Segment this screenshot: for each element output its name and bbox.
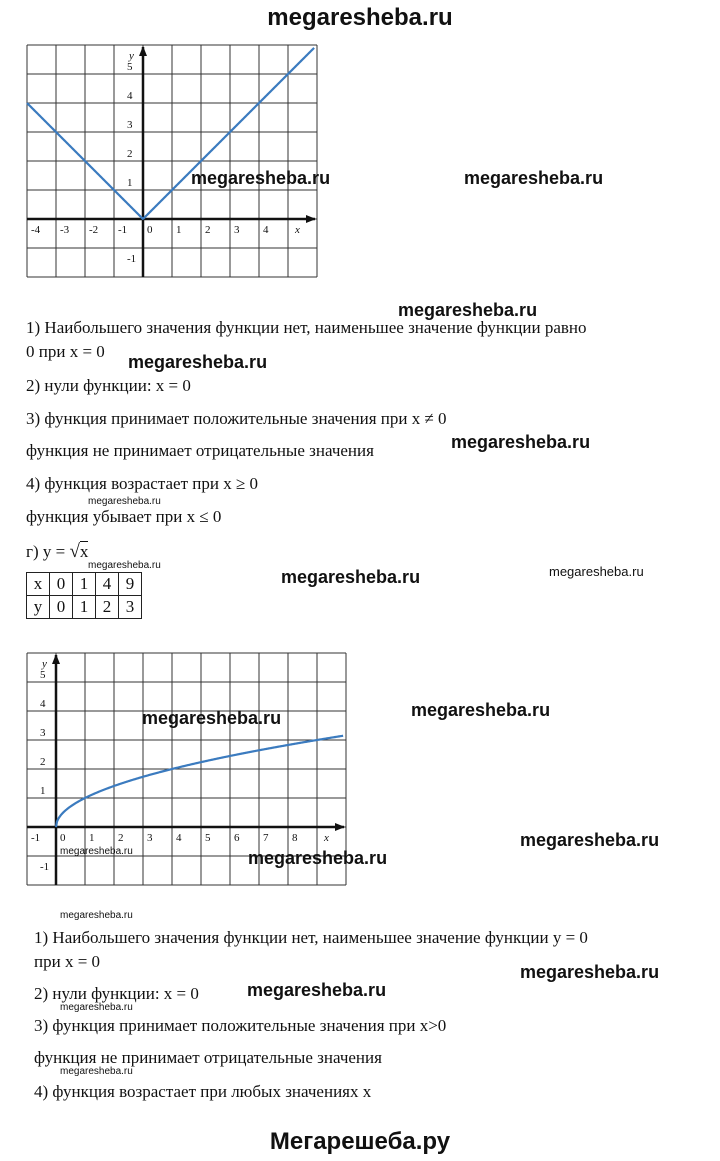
watermark: megaresheba.ru bbox=[451, 432, 591, 452]
x-tick-label: 4 bbox=[263, 224, 269, 236]
s1-line-3: 3) функция принимает положительные значения при x ≠ 0 bbox=[26, 409, 447, 428]
table-cell: 9 bbox=[119, 573, 142, 596]
y-tick-label: 4 bbox=[127, 90, 133, 102]
watermark: megaresheba.ru bbox=[464, 168, 604, 188]
y-tick-label: 2 bbox=[40, 756, 46, 768]
y-tick-label: -1 bbox=[127, 253, 137, 265]
x-tick-label: 3 bbox=[234, 224, 240, 236]
site-header-title: megaresheba.ru bbox=[267, 4, 453, 31]
s2-line-1b: при x = 0 bbox=[34, 952, 101, 971]
y-tick-label: -1 bbox=[40, 861, 50, 873]
table-cell: 3 bbox=[119, 596, 142, 619]
x-tick-label: 4 bbox=[176, 832, 182, 844]
table-cell: 0 bbox=[50, 596, 73, 619]
sqrt-function-heading bbox=[26, 541, 88, 563]
table-cell: 4 bbox=[96, 573, 119, 596]
y-axis-arrow-icon bbox=[52, 654, 60, 664]
s1-line-2: 2) нули функции: x = 0 bbox=[26, 376, 191, 395]
table-cell: x bbox=[27, 573, 50, 596]
x-tick-label: 1 bbox=[89, 832, 95, 844]
s2-line-4: 4) функция возрастает при любых значениях x bbox=[34, 1082, 372, 1101]
table-cell: y bbox=[27, 596, 50, 619]
x-tick-label: -3 bbox=[60, 224, 70, 236]
x-tick-label: 2 bbox=[205, 224, 211, 236]
x-tick-label: -2 bbox=[89, 224, 99, 236]
x-tick-label: -1 bbox=[118, 224, 128, 236]
table-cell: 2 bbox=[96, 596, 119, 619]
sqrt-sign-icon: √ bbox=[69, 541, 80, 562]
x-tick-label: 7 bbox=[263, 832, 269, 844]
x-tick-label: 5 bbox=[205, 832, 211, 844]
s2-line-3b: функция не принимает отрицательные значения bbox=[34, 1048, 382, 1067]
x-tick-label: 2 bbox=[118, 832, 124, 844]
s2-line-2: 2) нули функции: x = 0 bbox=[34, 984, 199, 1003]
s1-line-1a: 1) Наибольшего значения функции нет, наименьшее значение функции равно bbox=[26, 318, 587, 337]
x-tick-label: -4 bbox=[31, 224, 41, 236]
watermark: megaresheba.ru bbox=[60, 846, 133, 857]
table-row-x bbox=[27, 573, 142, 596]
watermark: megaresheba.ru bbox=[60, 1066, 133, 1077]
table-cell: 1 bbox=[73, 596, 96, 619]
x-axis-arrow-icon bbox=[306, 215, 316, 223]
watermark: megaresheba.ru bbox=[281, 567, 421, 587]
y-axis-label: y bbox=[129, 50, 134, 62]
watermark: megaresheba.ru bbox=[248, 848, 388, 868]
y-axis-label: y bbox=[42, 658, 47, 670]
abs-value-chart bbox=[26, 44, 318, 290]
table-cell: 1 bbox=[73, 573, 96, 596]
watermark: megaresheba.ru bbox=[128, 352, 268, 372]
watermark: megaresheba.ru bbox=[88, 496, 161, 507]
y-tick-label: 5 bbox=[40, 669, 46, 681]
x-tick-label: 3 bbox=[147, 832, 153, 844]
watermark: megaresheba.ru bbox=[549, 564, 644, 579]
x-axis-label: x bbox=[295, 224, 300, 236]
x-tick-label: 0 bbox=[147, 224, 153, 236]
watermark: megaresheba.ru bbox=[191, 168, 331, 188]
y-tick-label: 2 bbox=[127, 148, 133, 160]
y-tick-label: 5 bbox=[127, 61, 133, 73]
watermark: megaresheba.ru bbox=[520, 830, 660, 850]
x-tick-label: 1 bbox=[176, 224, 182, 236]
x-axis-label: x bbox=[324, 832, 329, 844]
table-row-y bbox=[27, 596, 142, 619]
s2-line-3: 3) функция принимает положительные значения при x>0 bbox=[34, 1016, 447, 1035]
y-tick-label: 4 bbox=[40, 698, 46, 710]
x-axis-arrow-icon bbox=[335, 823, 345, 831]
watermark: megaresheba.ru bbox=[88, 560, 161, 571]
s1-line-3b: функция не принимает отрицательные значения bbox=[26, 441, 374, 460]
function-curve bbox=[56, 736, 343, 827]
y-tick-label: 3 bbox=[127, 119, 133, 131]
y-tick-label: 1 bbox=[40, 785, 46, 797]
watermark: megaresheba.ru bbox=[60, 1002, 133, 1013]
watermark: megaresheba.ru bbox=[398, 300, 538, 320]
watermark: megaresheba.ru bbox=[60, 910, 133, 921]
watermark: megaresheba.ru bbox=[142, 708, 282, 728]
watermark: megaresheba.ru bbox=[247, 980, 387, 1000]
watermark: megaresheba.ru bbox=[520, 962, 660, 982]
s1-line-1b: 0 при x = 0 bbox=[26, 342, 105, 361]
x-tick-label: 0 bbox=[60, 832, 66, 844]
x-tick-label: 6 bbox=[234, 832, 240, 844]
s2-line-1a: 1) Наибольшего значения функции нет, наименьшее значение функции y = 0 bbox=[34, 928, 588, 947]
site-footer-title: Мегарешеба.ру bbox=[269, 1128, 451, 1155]
s1-line-5: функция убывает при x ≤ 0 bbox=[26, 507, 222, 526]
table-cell: 0 bbox=[50, 573, 73, 596]
y-tick-label: 1 bbox=[127, 177, 133, 189]
s1-line-4: 4) функция возрастает при x ≥ 0 bbox=[26, 474, 259, 493]
y-tick-label: 3 bbox=[40, 727, 46, 739]
heading-prefix: г) y = bbox=[26, 542, 70, 561]
x-tick-label: -1 bbox=[31, 832, 41, 844]
watermark: megaresheba.ru bbox=[411, 700, 551, 720]
values-table bbox=[26, 572, 142, 619]
x-tick-label: 8 bbox=[292, 832, 298, 844]
heading-arg: x bbox=[79, 542, 89, 561]
y-axis-arrow-icon bbox=[139, 46, 147, 56]
